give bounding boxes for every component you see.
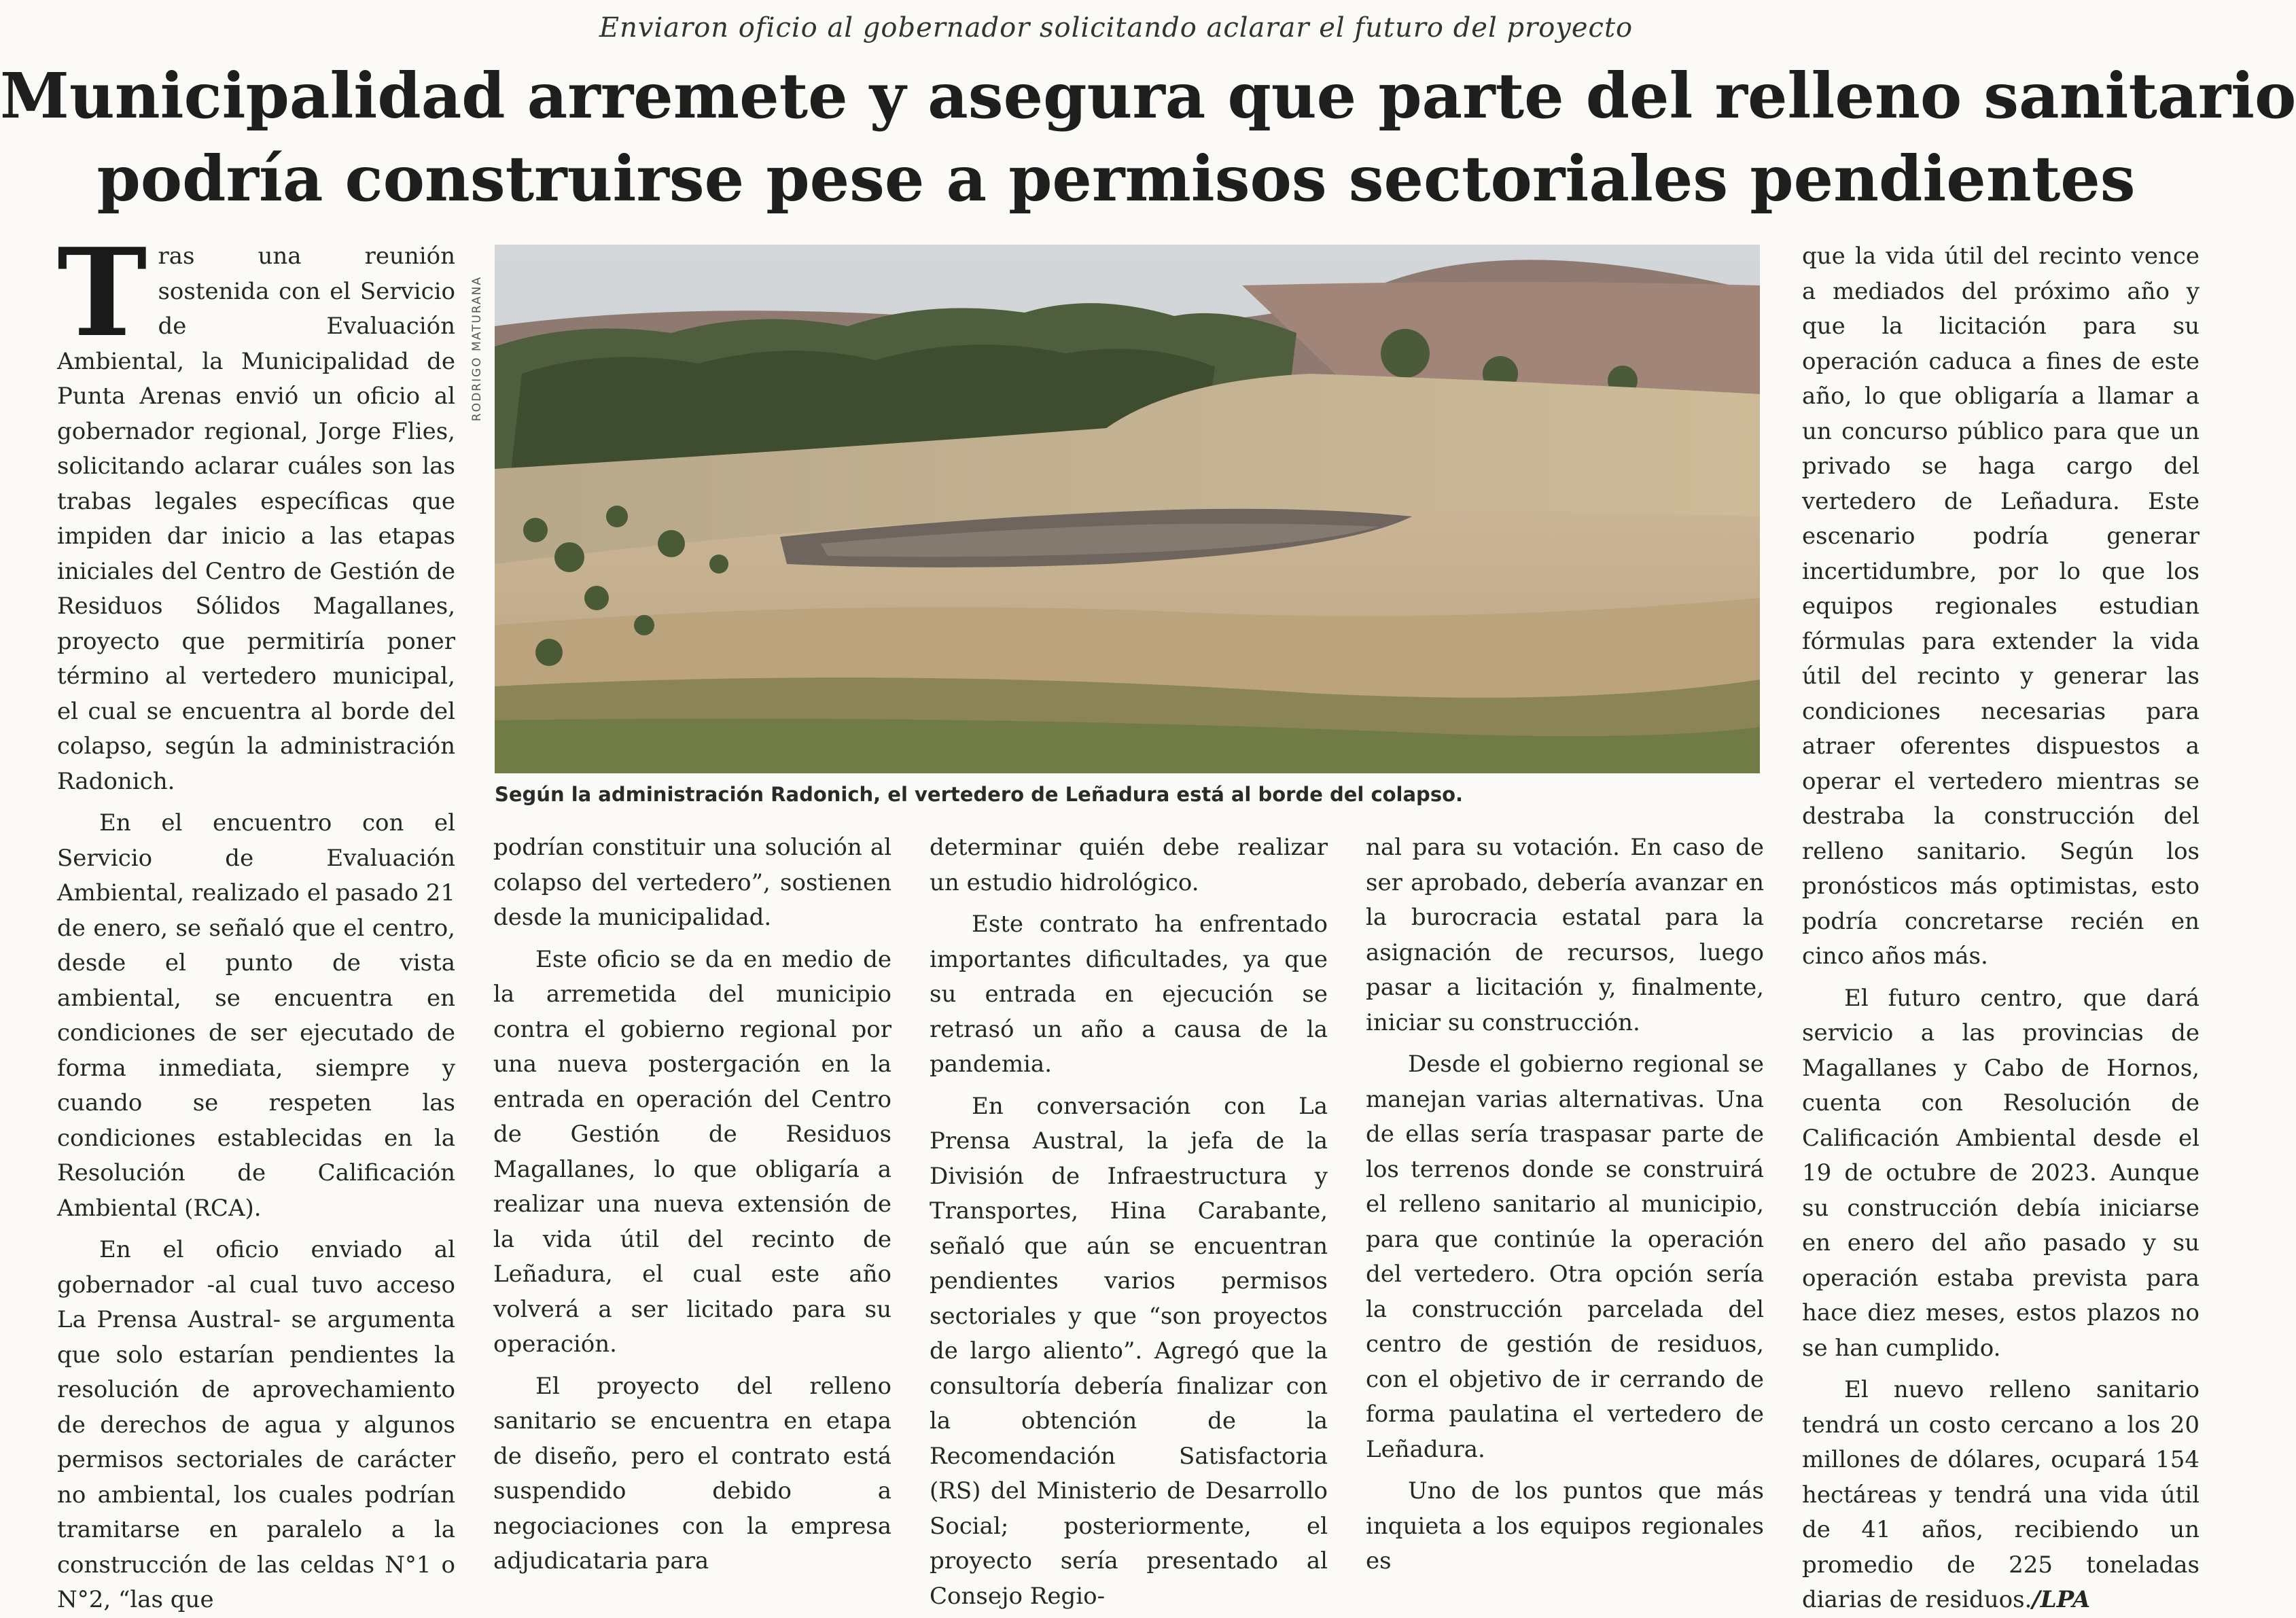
article-signature: /LPA [2032,1586,2091,1613]
paragraph: En el encuentro con el Servicio de Evaluación Ambiental, realizado el pasado 21 de enero, se señaló que el centro, desde el punto de vista ambiental, se encuentra en condiciones de ser ejecutado de forma inmediata, siempre y cuando se respeten las condiciones establecidas en la Resolución de Calificación Ambiental (RCA). [57,809,455,1222]
article-column-2 [493,830,891,1575]
paragraph: En conversación con La Prensa Austral, la jefa de la División de Infraestructura y Transportes, Hina Carabante, señaló que aún se encuentran pendientes varios permisos sectoriales y que “son proyectos de largo aliento”. Agregó que la consultoría debería finalizar con la obtención de la Recomendación Satisfactoria (RS) del Ministerio de Desarrollo Social; posteriormente, el proyecto sería presentado al Consejo Regio- [930,1092,1328,1610]
article-column-3 [930,830,1328,1610]
paragraph: El proyecto del relleno sanitario se encuentra en etapa de diseño, pero el contrato está suspendido debido a negociaciones con la empresa adjudicataria para [493,1372,891,1575]
paragraph: Este oficio se da en medio de la arremetida del municipio contra el gobierno regional por una nueva postergación en la entrada en operación del Centro de Gestión de Residuos Magallanes, lo que obligaría a realizar una nueva extensión de la vida útil del recinto de Leñadura, el cual este año volverá a ser licitado para su operación. [493,945,891,1358]
paragraph-text: ras una reunión sostenida con el Servicio de Evaluación Ambiental, la Municipalidad de Punta Arenas envió un oficio al gobernador regional, Jorge Flies, solicitando aclarar cuáles son las trabas legales específicas que impiden dar inicio a las etapas iniciales del Centro de Gestión de Residuos Sólidos Magallanes, proyecto que permitiría poner término al vertedero municipal, el cual se encuentra al borde del colapso, según la administración Radonich. [57,243,455,795]
paragraph: que la vida útil del recinto vence a mediados del próximo año y que la licitación para su operación caduca a fines de este año, lo que obligaría a llamar a un concurso público para que un privado se haga cargo del vertedero de Leñadura. Este escenario podría generar incertidumbre, por lo que los equipos regionales estudian fórmulas para extender la vida útil del recinto y generar las condiciones necesarias para atraer oferentes dispuestos a operar el vertedero mientras se destraba la construcción del relleno sanitario. Según los pronósticos más optimistas, esto podría concretarse recién en cinco años más. [1802,243,2200,970]
photo-caption: Según la administración Radonich, el vertedero de Leñadura está al borde del colapso. [495,783,1464,806]
article-column-5 [1802,239,2200,1613]
headline-line-1: Municipalidad arremete y asegura que parte del relleno sanitario [0,59,2296,133]
landfill-photo [495,245,1760,773]
paragraph: Este contrato ha enfrentado importantes dificultades, ya que su entrada en ejecución se retrasó un año a causa de la pandemia. [930,911,1328,1078]
paragraph: nal para su votación. En caso de ser aprobado, debería avanzar en la burocracia estatal para la asignación de recursos, luego pasar a licitación y, finalmente, iniciar su construcción. [1366,834,1764,1036]
article-headline [0,54,2296,220]
paragraph: Desde el gobierno regional se manejan varias alternativas. Una de ellas sería traspasar parte de los terrenos donde se construirá el relleno sanitario al municipio, para que continúe la operación del vertedero. Otra opción sería la construcción parcelada del centro de gestión de residuos, con el objetivo de ir cerrando de forma paulatina el vertedero de Leñadura. [1366,1051,1764,1463]
paragraph-final [1802,1373,2200,1618]
paragraph: En el oficio enviado al gobernador -al cual tuvo acceso La Prensa Austral- se argumenta que solo estarían pendientes la resolución de aprovechamiento de derechos de agua y algunos permisos sectoriales de carácter no ambiental, los cuales podrían tramitarse en paralelo a la construcción de las celdas N°1 o N°2, “las que [57,1236,455,1613]
drop-cap: T [57,222,147,364]
article-column-4 [1366,830,1764,1575]
paragraph: determinar quién debe realizar un estudio hidrológico. [930,834,1328,896]
paragraph-text: El nuevo relleno sanitario tendrá un costo cercano a los 20 millones de dólares, ocupará 154 hectáreas y tendrá una vida útil de 41 años, recibiendo un promedio de 225 toneladas diarias de residuos. [1802,1376,2200,1613]
headline-line-2: podría construirse pese a permisos sectoriales pendientes [96,142,2136,215]
paragraph: El futuro centro, que dará servicio a las provincias de Magallanes y Cabo de Hornos, cuenta con Resolución de Calificación Ambiental desde el 19 de octubre de 2023. Aunque su construcción debía iniciarse en enero del año pasado y su operación estaba prevista para hace diez meses, estos plazos no se han cumplido. [1802,984,2200,1362]
paragraph-lead [57,222,455,799]
photo-credit: RODRIGO MATURANA [470,276,484,421]
paragraph: podrían constituir una solución al colapso del vertedero”, sostienen desde la municipalidad. [493,834,891,931]
article-column-1 [57,222,455,1613]
paragraph: Uno de los puntos que más inquieta a los equipos regionales es [1366,1477,1764,1575]
article-kicker: Enviaron oficio al gobernador solicitando aclarar el futuro del proyecto [599,12,1633,43]
